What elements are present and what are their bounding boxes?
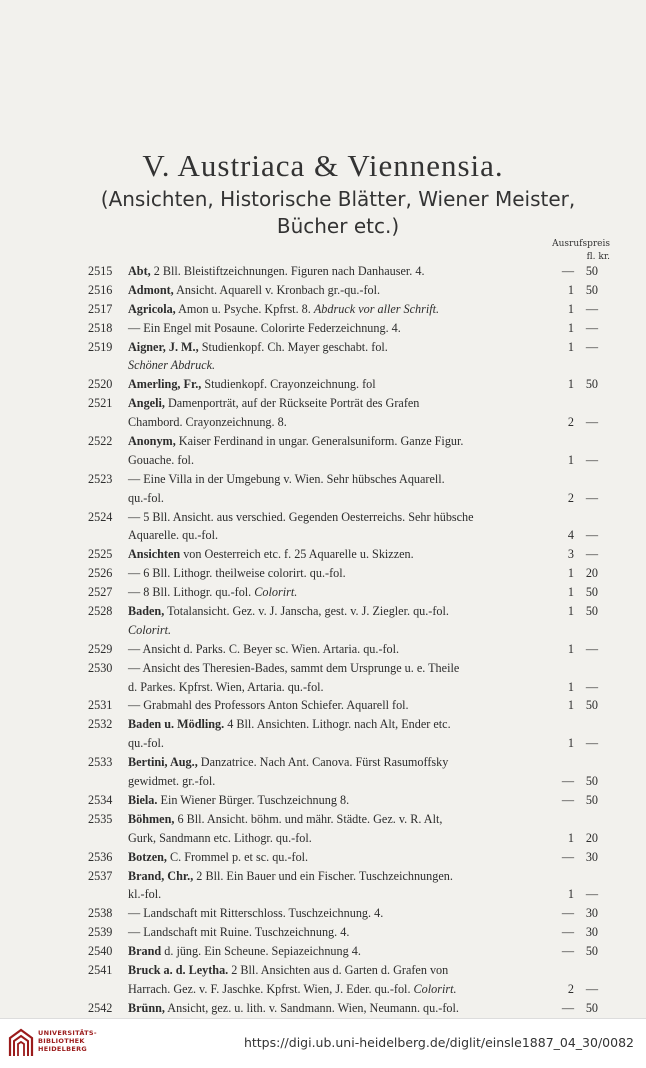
catalog-entry (88, 696, 608, 715)
price-kreuzer: — (585, 415, 598, 430)
entry-number: 2534 (88, 792, 113, 807)
entry-description: Aquarelle. qu.-fol. (128, 528, 219, 543)
entry-artist-name: Anonym, (128, 434, 176, 449)
entry-line (88, 867, 608, 886)
entry-description: Chambord. Crayonzeichnung. 8. (128, 415, 287, 430)
price-kreuzer: 50 (585, 944, 598, 959)
entry-number: 2536 (88, 849, 113, 864)
price-florin: 1 (567, 320, 574, 335)
entry-artist-name: Botzen, (128, 849, 167, 864)
entry-line (88, 338, 608, 357)
price-kreuzer: 50 (585, 774, 598, 789)
price-florin: 4 (567, 528, 574, 543)
price-kreuzer: 50 (585, 585, 598, 600)
entry-line (88, 564, 608, 583)
price-kreuzer: — (585, 490, 598, 505)
entry-description: Damenporträt, auf der Rückseite Porträt des Grafen (164, 396, 420, 411)
price-kreuzer: — (585, 339, 598, 354)
entry-description: Studienkopf. Ch. Mayer geschabt. fol. (198, 339, 388, 354)
entry-price (538, 885, 598, 904)
entry-note: Schöner Abdruck. (128, 358, 216, 373)
entry-line (88, 640, 608, 659)
catalog-entry (88, 810, 608, 848)
entry-line (88, 791, 608, 810)
entry-price (538, 281, 598, 300)
price-kreuzer: 50 (585, 792, 598, 807)
entry-description: d. Parkes. Kpfrst. Wien, Artaria. qu.-fol. (128, 679, 324, 694)
entry-number: 2539 (88, 925, 113, 940)
entry-line (88, 319, 608, 338)
section-subtitle: (Ansichten, Historische Blätter, Wiener Meister, Bücher etc.) (100, 187, 576, 238)
price-kreuzer: — (585, 641, 598, 656)
price-florin: 1 (567, 585, 574, 600)
entry-number: 2523 (88, 471, 113, 486)
price-kreuzer: — (585, 547, 598, 562)
catalog-entry (88, 545, 608, 564)
catalog-entry (88, 640, 608, 659)
catalog-entry (88, 583, 608, 602)
entry-description: gewidmet. gr.-fol. (128, 774, 216, 789)
catalog-entry (88, 659, 608, 697)
entry-price (538, 904, 598, 923)
entry-description: — 8 Bll. Lithogr. qu.-fol. (128, 585, 255, 600)
price-florin: 1 (567, 566, 574, 581)
entry-artist-name: Admont, (128, 282, 174, 297)
price-column-header (552, 238, 610, 264)
entry-artist-name: Agricola, (128, 301, 176, 316)
catalog-entry (88, 300, 608, 319)
logo-line: HEIDELBERG (38, 1045, 88, 1053)
price-kreuzer: — (585, 452, 598, 467)
price-florin: 1 (567, 604, 574, 619)
price-florin: 1 (567, 452, 574, 467)
price-kreuzer: — (585, 981, 598, 996)
entry-line (88, 810, 608, 829)
entry-line (88, 508, 608, 527)
price-florin: 1 (567, 377, 574, 392)
entry-line (88, 753, 608, 772)
entry-number: 2519 (88, 339, 113, 354)
price-florin: — (561, 1000, 574, 1015)
catalog-entry (88, 470, 608, 508)
entry-note: Colorirt. (254, 585, 298, 600)
price-florin: 1 (567, 698, 574, 713)
catalog-entry (88, 923, 608, 942)
price-florin: 1 (567, 641, 574, 656)
entry-price (538, 999, 598, 1018)
entry-description: Harrach. Gez. v. F. Jaschke. Kpfrst. Wien, J. Eder. qu.-fol. (128, 981, 414, 996)
entry-description: 2 Bll. Ansichten aus d. Garten d. Grafen von (228, 962, 449, 977)
entry-price (538, 696, 598, 715)
entry-line (88, 356, 608, 375)
entry-line (88, 526, 608, 545)
logo-line: BIBLIOTHEK (38, 1037, 85, 1045)
catalog-entry (88, 319, 608, 338)
entry-number: 2530 (88, 660, 113, 675)
catalog-entry (88, 508, 608, 546)
entry-description: 2 Bll. Bleistiftzeichnungen. Figuren nach Danhauser. 4. (150, 264, 425, 278)
entry-description: von Oesterreich etc. f. 25 Aquarelle u. Skizzen. (180, 547, 414, 562)
entry-note: Colorirt. (128, 622, 172, 637)
entry-description: Kaiser Ferdinand in ungar. Generalsuniform. Ganze Figur. (175, 434, 464, 449)
entry-price (538, 583, 598, 602)
entry-line (88, 678, 608, 697)
entry-line (88, 696, 608, 715)
entry-number: 2535 (88, 811, 113, 826)
entry-line (88, 659, 608, 678)
entry-artist-name: Bertini, Aug., (128, 755, 198, 770)
entry-price (538, 980, 598, 999)
entry-artist-name: Amerling, Fr., (128, 377, 202, 392)
entry-description: Danzatrice. Nach Ant. Canova. Fürst Rasumoffsky (197, 755, 449, 770)
entry-description: kl.-fol. (128, 887, 162, 902)
entry-number: 2520 (88, 377, 113, 392)
entry-number: 2521 (88, 396, 113, 411)
price-florin: 1 (567, 679, 574, 694)
price-kreuzer: 50 (585, 264, 598, 278)
catalog-entry (88, 375, 608, 394)
entry-note: Abdruck vor aller Schrift. (313, 301, 440, 316)
entry-artist-name: Baden, (128, 604, 165, 619)
entry-description: Gurk, Sandmann etc. Lithogr. qu.-fol. (128, 830, 312, 845)
catalog-entry (88, 715, 608, 753)
entry-number: 2522 (88, 434, 113, 449)
price-florin: — (561, 264, 574, 278)
entry-price (538, 262, 598, 281)
price-kreuzer: 20 (585, 566, 598, 581)
entry-line (88, 583, 608, 602)
price-kreuzer: 50 (585, 282, 598, 297)
entry-number: 2518 (88, 320, 113, 335)
price-kreuzer: — (585, 301, 598, 316)
library-logo-icon (8, 1028, 34, 1058)
entry-description: — Ansicht d. Parks. C. Beyer sc. Wien. Artaria. qu.-fol. (128, 641, 400, 656)
entry-artist-name: Brünn, (128, 1000, 165, 1015)
entry-line (88, 489, 608, 508)
price-florin: 2 (567, 490, 574, 505)
price-kreuzer: 50 (585, 698, 598, 713)
entry-line (88, 961, 608, 980)
entry-price (538, 848, 598, 867)
entry-artist-name: Aigner, J. M., (128, 339, 199, 354)
entry-price (538, 545, 598, 564)
catalog-entry (88, 961, 608, 999)
entry-price (538, 923, 598, 942)
entry-price (538, 829, 598, 848)
entry-number: 2529 (88, 641, 113, 656)
entry-number: 2531 (88, 698, 113, 713)
entry-line (88, 545, 608, 564)
entry-number: 2526 (88, 566, 113, 581)
entry-price (538, 602, 598, 621)
entry-line (88, 848, 608, 867)
entry-number: 2525 (88, 547, 113, 562)
price-kreuzer: 30 (585, 906, 598, 921)
entry-line (88, 942, 608, 961)
entry-price (538, 564, 598, 583)
price-kreuzer: 50 (585, 1000, 598, 1015)
entry-price (538, 640, 598, 659)
entry-number: 2533 (88, 755, 113, 770)
entry-description: — Landschaft mit Ritterschloss. Tuschzeichnung. 4. (128, 906, 384, 921)
price-kreuzer: 30 (585, 849, 598, 864)
entry-description: Ansicht. Aquarell v. Kronbach gr.-qu.-fol. (173, 282, 381, 297)
price-florin: 2 (567, 981, 574, 996)
entry-line (88, 772, 608, 791)
price-florin: — (561, 792, 574, 807)
logo-line: UNIVERSITÄTS- (38, 1029, 97, 1037)
entry-description: Amon u. Psyche. Kpfrst. 8. (175, 301, 314, 316)
entry-artist-name: Angeli, (128, 396, 165, 411)
entry-price (538, 678, 598, 697)
entry-price (538, 772, 598, 791)
entry-description: Gouache. fol. (128, 452, 194, 467)
permalink-url[interactable]: https://digi.ub.uni-heidelberg.de/diglit/einsle1887_04_30/0082 (243, 1035, 634, 1050)
entry-line (88, 829, 608, 848)
price-florin: 1 (567, 301, 574, 316)
entry-line (88, 999, 608, 1018)
price-florin: 3 (567, 547, 574, 562)
entry-artist-name: Ansichten (128, 547, 181, 562)
price-florin: 1 (567, 339, 574, 354)
entry-price (538, 526, 598, 545)
entry-artist-name: Brand (128, 944, 162, 959)
entry-price (538, 413, 598, 432)
entry-description: — Grabmahl des Professors Anton Schiefer. Aquarell fol. (128, 698, 409, 713)
entry-price (538, 734, 598, 753)
entry-line (88, 923, 608, 942)
price-florin: 1 (567, 887, 574, 902)
price-florin: 1 (567, 736, 574, 751)
catalog-entry (88, 281, 608, 300)
price-header-kr: kr. (598, 252, 610, 262)
entry-line (88, 715, 608, 734)
catalog-entry (88, 867, 608, 905)
price-florin: 1 (567, 830, 574, 845)
catalog-entry-list (88, 262, 608, 1037)
catalog-entry (88, 753, 608, 791)
entry-price (538, 375, 598, 394)
entry-line (88, 734, 608, 753)
catalog-entry (88, 338, 608, 376)
entry-number: 2517 (88, 301, 113, 316)
entry-description: d. jüng. Ein Scheune. Sepiazeichnung 4. (161, 944, 361, 959)
price-kreuzer: — (585, 320, 598, 335)
entry-description: C. Frommel p. et sc. qu.-fol. (166, 849, 309, 864)
entry-number: 2528 (88, 604, 113, 619)
price-florin: — (561, 906, 574, 921)
price-kreuzer: — (585, 679, 598, 694)
price-florin: — (561, 944, 574, 959)
price-kreuzer: — (585, 887, 598, 902)
price-kreuzer: 30 (585, 925, 598, 940)
entry-description: 6 Bll. Ansicht. böhm. und mähr. Städte. Gez. v. R. Alt, (174, 811, 443, 826)
entry-artist-name: Abt, (128, 264, 151, 278)
entry-description: Studienkopf. Crayonzeichnung. fol (201, 377, 376, 392)
entry-artist-name: Baden u. Mödling. (128, 717, 225, 732)
entry-description: — Ein Engel mit Posaune. Colorirte Federzeichnung. 4. (128, 320, 401, 335)
entry-number: 2532 (88, 717, 113, 732)
entry-description: 2 Bll. Ein Bauer und ein Fischer. Tuschzeichnungen. (193, 868, 453, 883)
catalog-entry (88, 602, 608, 640)
catalog-entry (88, 942, 608, 961)
price-kreuzer: — (585, 736, 598, 751)
price-florin: 2 (567, 415, 574, 430)
entry-description: Ansicht, gez. u. lith. v. Sandmann. Wien, Neumann. qu.-fol. (164, 1000, 459, 1015)
catalog-entry (88, 432, 608, 470)
entry-price (538, 300, 598, 319)
entry-line (88, 394, 608, 413)
entry-line (88, 602, 608, 621)
entry-artist-name: Böhmen, (128, 811, 175, 826)
price-florin: — (561, 849, 574, 864)
catalog-entry (88, 904, 608, 923)
entry-price (538, 942, 598, 961)
entry-number: 2538 (88, 906, 113, 921)
entry-line (88, 885, 608, 904)
entry-artist-name: Brand, Chr., (128, 868, 194, 883)
catalog-entry (88, 791, 608, 810)
viewer-footer (0, 1018, 646, 1068)
entry-number: 2524 (88, 509, 113, 524)
entry-line (88, 300, 608, 319)
entry-description: Ein Wiener Bürger. Tuschzeichnung 8. (157, 792, 350, 807)
price-florin: — (561, 925, 574, 940)
price-florin: — (561, 774, 574, 789)
entry-description: qu.-fol. (128, 736, 164, 751)
catalog-entry (88, 262, 608, 281)
entry-description: Totalansicht. Gez. v. J. Janscha, gest. v. J. Ziegler. qu.-fol. (164, 604, 449, 619)
entry-number: 2542 (88, 1000, 113, 1015)
price-kreuzer: 20 (585, 830, 598, 845)
price-kreuzer: 50 (585, 604, 598, 619)
entry-line (88, 281, 608, 300)
section-title: V. Austriaca & Viennensia. (142, 148, 504, 183)
entry-artist-name: Bruck a. d. Leytha. (128, 962, 229, 977)
entry-line (88, 451, 608, 470)
entry-artist-name: Biela. (128, 792, 158, 807)
entry-line (88, 470, 608, 489)
entry-number: 2541 (88, 962, 113, 977)
entry-line (88, 413, 608, 432)
library-logo-text (38, 1029, 97, 1053)
catalog-entry (88, 564, 608, 583)
entry-number: 2516 (88, 282, 113, 297)
price-kreuzer: 50 (585, 377, 598, 392)
entry-price (538, 791, 598, 810)
price-header-label: Ausrufspreis (552, 239, 610, 249)
entry-description: qu.-fol. (128, 490, 164, 505)
entry-description: — 5 Bll. Ansicht. aus verschied. Gegenden Oesterreichs. Sehr hübsche (128, 509, 474, 524)
entry-number: 2537 (88, 868, 113, 883)
entry-description: — 6 Bll. Lithogr. theilweise colorirt. qu.-fol. (128, 566, 346, 581)
entry-price (538, 319, 598, 338)
entry-price (538, 451, 598, 470)
entry-price (538, 489, 598, 508)
entry-line (88, 621, 608, 640)
entry-line (88, 432, 608, 451)
price-header-fl: fl. (586, 252, 596, 262)
entry-description: — Landschaft mit Ruine. Tuschzeichnung. 4. (128, 925, 350, 940)
entry-line (88, 904, 608, 923)
entry-price (538, 338, 598, 357)
entry-description: — Ansicht des Theresien-Bades, sammt dem Ursprunge u. e. Theile (128, 660, 460, 675)
entry-description: 4 Bll. Ansichten. Lithogr. nach Alt, Ender etc. (224, 717, 451, 732)
entry-description: — Eine Villa in der Umgebung v. Wien. Sehr hübsches Aquarell. (128, 471, 445, 486)
price-kreuzer: — (585, 528, 598, 543)
catalog-entry (88, 848, 608, 867)
entry-line (88, 980, 608, 999)
entry-number: 2527 (88, 585, 113, 600)
catalog-entry (88, 394, 608, 432)
price-florin: 1 (567, 282, 574, 297)
entry-number: 2515 (88, 264, 113, 278)
entry-line (88, 375, 608, 394)
entry-number: 2540 (88, 944, 113, 959)
entry-line (88, 262, 608, 281)
entry-note: Colorirt. (413, 981, 457, 996)
